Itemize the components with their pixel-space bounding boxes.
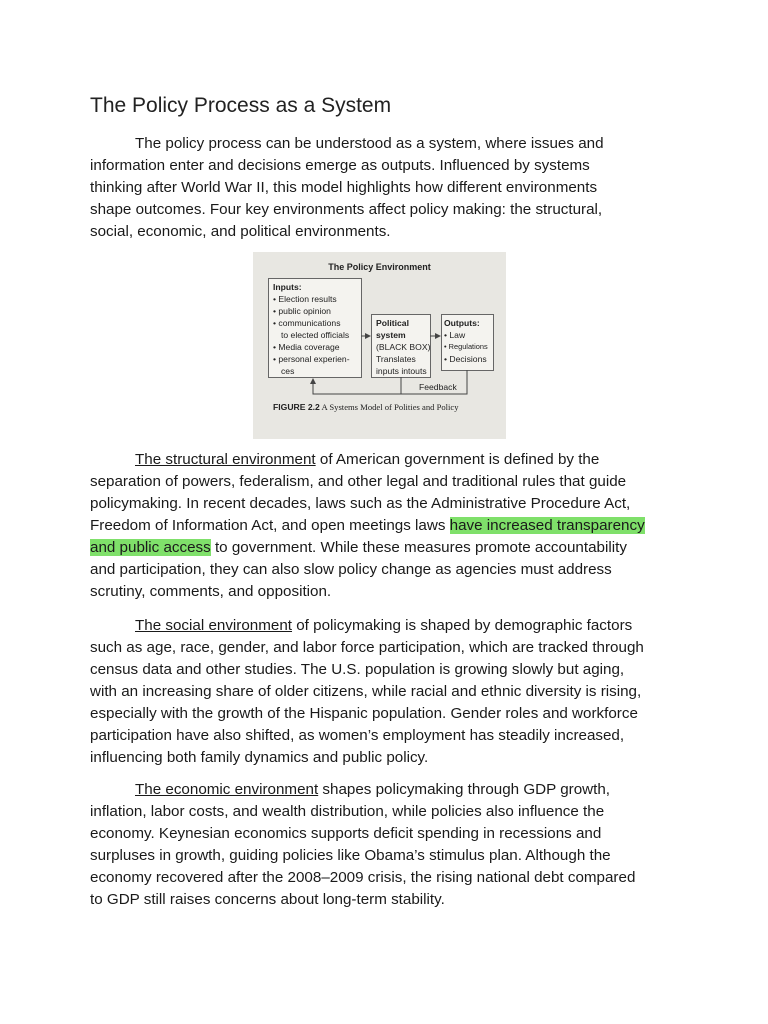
intro-paragraph (90, 133, 690, 243)
text-line: separation of powers, federalism, and other legal and traditional rules that guide (90, 473, 627, 490)
social-term: The social environment (135, 617, 293, 634)
system-item: Translates (376, 354, 416, 364)
text-line: information enter and decisions emerge as outputs. Influenced by systems (90, 157, 590, 174)
text-line: The structural environment of American government is defined by the (135, 451, 600, 468)
outputs-item: • Regulations (444, 342, 488, 351)
text-line: The economic environment shapes policymaking through GDP growth, (135, 781, 610, 798)
system-item: (BLACK BOX) (376, 342, 431, 352)
economic-paragraph (90, 779, 690, 911)
outputs-item: • Decisions (444, 354, 487, 364)
text-line: Freedom of Information Act, and open meetings laws have increased transparency (90, 517, 645, 534)
text-line: and participation, they can also slow policy change as agencies must address (90, 561, 612, 578)
policy-environment-figure (253, 252, 506, 439)
text-line: policymaking. In recent decades, laws such as the Administrative Procedure Act, (90, 495, 631, 512)
structural-paragraph (90, 449, 690, 603)
figure-caption-label: FIGURE 2.2 (273, 402, 320, 412)
text-line: participation have also shifted, as women’s employment has steadily increased, (90, 727, 625, 744)
inputs-item: • public opinion (273, 306, 331, 316)
inputs-item: • personal experien- (273, 354, 350, 364)
structural-term: The structural environment (135, 451, 316, 468)
text-line: influencing both family dynamics and public policy. (90, 749, 429, 766)
figure-title: The Policy Environment (328, 262, 431, 272)
inputs-item: • Media coverage (273, 342, 340, 352)
inputs-heading: Inputs: (273, 282, 302, 292)
system-heading: Political (376, 318, 409, 328)
text-line: such as age, race, gender, and labor force participation, which are tracked through (90, 639, 644, 656)
figure-caption (273, 402, 459, 412)
inputs-item: • communications (273, 318, 341, 328)
outputs-item: • Law (444, 330, 466, 340)
figure-caption-text: A Systems Model of Polities and Policy (321, 402, 459, 412)
text-line: The social environment of policymaking is shaped by demographic factors (135, 617, 633, 634)
highlighted-text: have increased transparency (449, 517, 645, 534)
system-item: inputs intouts (376, 366, 427, 376)
inputs-item: • Election results (273, 294, 337, 304)
page-title: The Policy Process as a System (90, 94, 392, 117)
text-line: and public access to government. While these measures promote accountability (90, 539, 627, 556)
text-line: shape outcomes. Four key environments affect policy making: the structural, (90, 201, 603, 218)
text-line: economy. Keynesian economics supports deficit spending in recessions and (90, 825, 602, 842)
text-line: to GDP still raises concerns about long-term stability. (90, 891, 445, 908)
text-line: surpluses in growth, guiding policies like Obama’s stimulus plan. Although the (90, 847, 611, 864)
text-line: thinking after World War II, this model highlights how different environments (90, 179, 598, 196)
text-line: The policy process can be understood as a system, where issues and (135, 135, 604, 152)
text-line: census data and other studies. The U.S. population is growing slowly but aging, (90, 661, 625, 678)
text-line: social, economic, and political environments. (90, 223, 391, 240)
text-line: especially with the growth of the Hispanic population. Gender roles and workforce (90, 705, 638, 722)
text-line: with an increasing share of older citizens, while racial and ethnic diversity is rising, (90, 683, 642, 700)
inputs-item: to elected officials (281, 330, 350, 340)
highlighted-text: and public access (90, 539, 211, 556)
text-line: scrutiny, comments, and opposition. (90, 583, 332, 600)
system-heading: system (376, 330, 406, 340)
text-line: economy recovered after the 2008–2009 crisis, the rising national debt compared (90, 869, 636, 886)
economic-term: The economic environment (135, 781, 319, 798)
inputs-item: ces (281, 366, 295, 376)
feedback-label: Feedback (419, 382, 457, 392)
outputs-heading: Outputs: (444, 318, 480, 328)
social-paragraph (90, 615, 690, 769)
text-line: inflation, labor costs, and wealth distribution, while policies also influence the (90, 803, 605, 820)
